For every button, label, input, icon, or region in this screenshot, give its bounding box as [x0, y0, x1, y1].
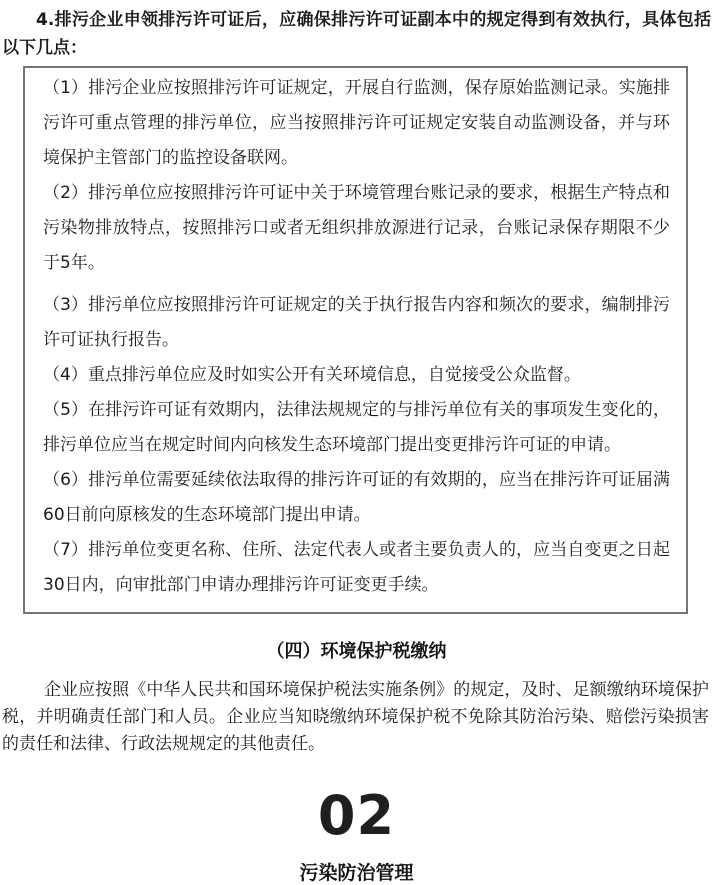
- permit-item-1: （1）排污企业应按照排污许可证规定，开展自行监测，保存原始监测记录。实施排污许可重点管理的排污单位，应当按照排污许可证规定安装自动监测设备，并与环境保护主管部门的监控设备联网。: [43, 78, 670, 168]
- environmental-tax-paragraph: 企业应按照《中华人民共和国环境保护税法实施条例》的规定，及时、足额缴纳环境保护税，并明确责任部门和人员。企业应当知晓缴纳环境保护税不免除其防治污染、赔偿污染损害的责任和法律、行政法规规定的其他责任。: [2, 680, 709, 754]
- section-heading-environmental-tax: （四）环境保护税缴纳: [266, 641, 447, 662]
- chapter-number: 02: [317, 784, 396, 847]
- permit-item-4: （4）重点排污单位应及时如实公开有关环境信息，自觉接受公众监督。: [43, 365, 581, 385]
- permit-item-5: （5）在排污许可证有效期内，法律法规规定的与排污单位有关的事项发生变化的，排污单位应当在规定时间内向核发生态环境部门提出变更排污许可证的申请。: [43, 400, 670, 455]
- permit-item-3: （3）排污单位应按照排污许可证规定的关于执行报告内容和频次的要求，编制排污许可证执行报告。: [43, 295, 670, 350]
- intro-paragraph: 4.排污企业申领排污许可证后，应确保排污许可证副本中的规定得到有效执行，具体包括以下几点：: [2, 10, 711, 58]
- permit-item-2: （2）排污单位应按照排污许可证中关于环境管理台账记录的要求，根据生产特点和污染物排放特点，按照排污口或者无组织排放源进行记录，台账记录保存期限不少于5年。: [43, 183, 670, 273]
- permit-item-7: （7）排污单位变更名称、住所、法定代表人或者主要负责人的，应当自变更之日起30日内，向审批部门申请办理排污许可证变更手续。: [43, 540, 670, 595]
- permit-obligations-box: [23, 66, 688, 614]
- permit-item-6: （6）排污单位需要延续依法取得的排污许可证的有效期的，应当在排污许可证届满60日前向原核发的生态环境部门提出申请。: [43, 470, 670, 525]
- chapter-title-pollution-control: 污染防治管理: [299, 862, 414, 884]
